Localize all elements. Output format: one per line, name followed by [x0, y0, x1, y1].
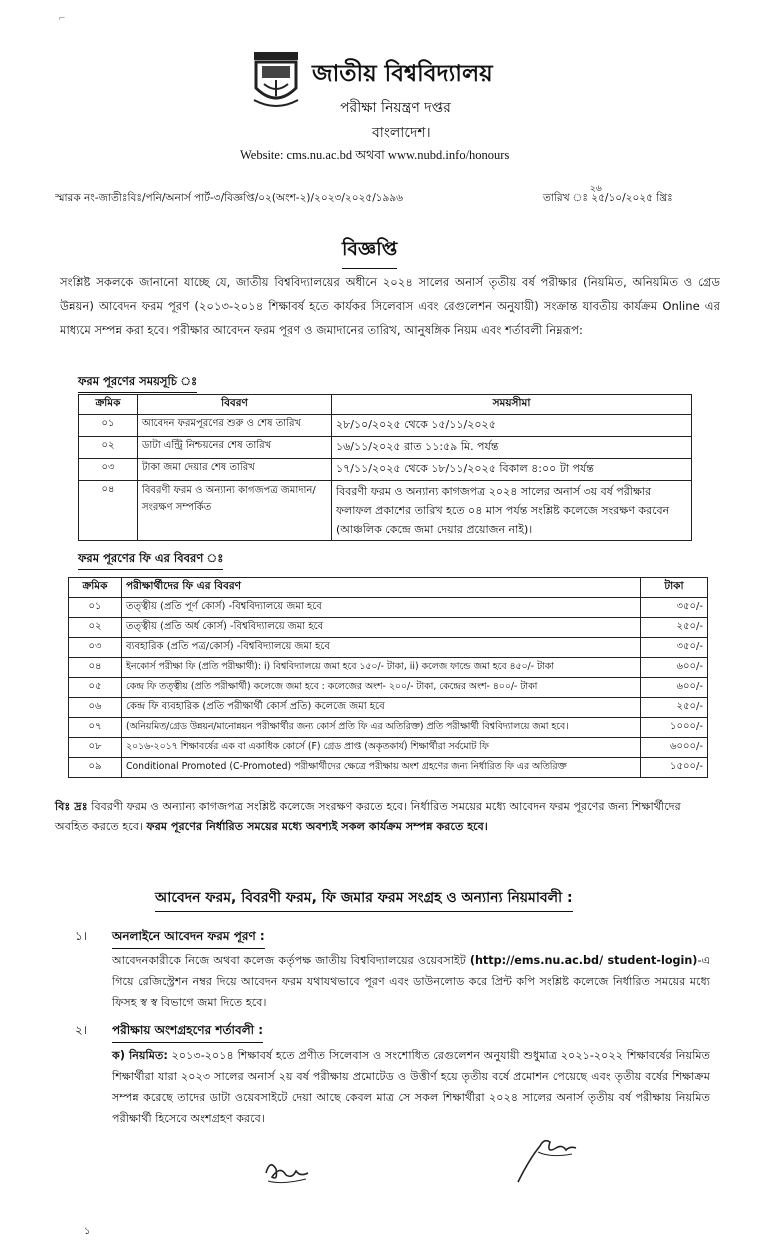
- row-description: ইনকোর্স পরীক্ষা ফি (প্রতি পরীক্ষার্থী): i) বিশ্ববিদ্যালয়ে জমা হবে ১৫০/- টাকা, ii) কলেজ ফান্ডে জমা হবে ৪৫০/- টাকা: [122, 658, 641, 678]
- table-row: [69, 738, 708, 758]
- scan-mark: ⌐: [58, 14, 66, 24]
- row-description: ডাটা এন্ট্রি নিশ্চয়নের শেষ তারিখ: [138, 437, 332, 459]
- row-amount: ৬০০/-: [641, 658, 708, 678]
- table-row: [69, 678, 708, 698]
- table-row: [69, 618, 708, 638]
- notice-title: বিজ্ঞপ্তি: [342, 235, 397, 269]
- row-amount: ৩৫০/-: [641, 638, 708, 658]
- row-serial: ০৩: [79, 459, 138, 481]
- row-description: বিবরণী ফরম ও অন্যান্য কাগজপত্র জমাদান/সংরক্ষণ সম্পর্কিত: [138, 481, 332, 541]
- item-body-text: -এ গিয়ে রেজিস্ট্রেশন নম্বর দিয়ে আবেদন ফরম যথাযথভাবে পূরণ এবং ডাউনলোড করে প্রিন্ট কপি সংশ্লিষ্ট কলেজে নির্ধারিত সময়ের মধ্যে ফিসহ স্ব স্ব বিভাগে জমা দিতে হবে।: [112, 954, 710, 1009]
- row-deadline: ১৬/১১/২০২৫ রাত ১১:৫৯ মি. পর্যন্ত: [332, 437, 692, 459]
- row-deadline: বিবরণী ফরম ও অন্যান্য কাগজপত্র ২০২৪ সালের অনার্স ৩য় বর্ষ পরীক্ষার ফলাফল প্রকাশের তারিখ হতে ০৪ মাস পর্যন্ত সংশ্লিষ্ট কলেজে সংরক্ষণ করবেন (আঞ্চলিক কেন্দ্রে জমা দেয়ার প্রয়োজন নাই)।: [332, 481, 692, 541]
- row-serial: ০৪: [69, 658, 122, 678]
- item-body-text: আবেদনকারীকে নিজে অথবা কলেজ কর্তৃপক্ষ জাতীয় বিশ্ববিদ্যালয়ের ওয়েবসাইট: [112, 954, 466, 967]
- row-deadline: ১৭/১১/২০২৫ থেকে ১৮/১১/২০২৫ বিকাল ৪:০০ টা পর্যন্ত: [332, 459, 692, 481]
- row-amount: ৬০০০/-: [641, 738, 708, 758]
- signature-left: [262, 1155, 312, 1187]
- item-number: ১।: [75, 929, 88, 943]
- row-serial: ০৩: [69, 638, 122, 658]
- nb-note: [55, 797, 710, 837]
- item-body-text: ২০১৩-২০১৪ শিক্ষাবর্ষ হতে প্রণীত সিলেবাস ও সংশোধিত রেগুলেশন অনুযায়ী শুধুমাত্র ২০২১-২০২২ শিক্ষাবর্ষের নিয়মিত শিক্ষার্থীরা যারা ২০২৩ সালের অনার্স ২য় বর্ষ পরীক্ষায় প্রমোটেড ও উত্তীর্ণ হয়ে তৃতীয় বর্ষে প্রমোশন পেয়েছে এবং তৃতীয় বর্ষের শিক্ষাক্রম সম্পন্ন করেছে তাদের ডাটা ওয়েবসাইটে দেয়া আছে কেবল মাত্র সে সকল শিক্ষার্থীরা ২০২৪ সালের অনার্স তৃতীয় বর্ষ পরীক্ষায় নিয়মিত পরীক্ষার্থী হিসেবে অংশগ্রহণ করবে।: [112, 1049, 711, 1125]
- table-row: [69, 598, 708, 618]
- table-row: [79, 481, 692, 541]
- university-logo-icon: [250, 50, 302, 112]
- nb-text: বিবরণী ফরম ও অন্যান্য কাগজপত্র সংশ্লিষ্ট কলেজে সংরক্ষণ করতে হবে। নির্ধারিত সময়ের মধ্যে আবেদন ফরম পূরণের জন্য শিক্ষার্থীদের অবহিত করতে হবে।: [55, 800, 681, 833]
- col-amount: টাকা: [641, 578, 708, 598]
- row-serial: ০২: [69, 618, 122, 638]
- col-serial: ক্রমিক: [69, 578, 122, 598]
- table-header-row: [79, 395, 692, 415]
- col-deadline: সময়সীমা: [332, 395, 692, 415]
- row-serial: ০৯: [69, 758, 122, 778]
- item-title: অনলাইনে আবেদন ফরম পূরণ :: [112, 928, 265, 949]
- row-description: (অনিয়মিত/গ্রেড উন্নয়ন/মানোন্নয়ন পরীক্ষার্থীর জন্য কোর্স প্রতি ফি এর অতিরিক্ত) প্রতি পরীক্ষার্থী বিশ্ববিদ্যালয়ে জমা হবে।: [122, 718, 641, 738]
- website-line: Website: cms.nu.ac.bd অথবা www.nubd.info/honours: [240, 148, 510, 162]
- row-serial: ০৬: [69, 698, 122, 718]
- row-description: ২০১৬-২০১৭ শিক্ষাবর্ষের এক বা একাধিক কোর্সে (F) গ্রেড প্রাপ্ত (অকৃতকার্য) শিক্ষার্থীরা সর্বমোট ফি: [122, 738, 641, 758]
- table-row: [69, 638, 708, 658]
- item-body: [112, 1045, 710, 1129]
- row-amount: ৩৫০/-: [641, 598, 708, 618]
- row-description: তত্ত্বীয় (প্রতি অর্ধ কোর্স) -বিশ্ববিদ্যালয়ে জমা হবে: [122, 618, 641, 638]
- row-serial: ০৭: [69, 718, 122, 738]
- item-title: পরীক্ষায় অংশগ্রহণের শর্তাবলী :: [112, 1022, 263, 1043]
- col-serial: ক্রমিক: [79, 395, 138, 415]
- page-number: ১: [84, 1226, 91, 1237]
- table-row: [79, 415, 692, 437]
- row-serial: ০১: [79, 415, 138, 437]
- row-description: কেন্দ্র ফি ব্যবহারিক (প্রতি পরীক্ষার্থী কোর্স প্রতি) কলেজে জমা হবে: [122, 698, 641, 718]
- row-description: Conditional Promoted (C-Promoted) পরীক্ষার্থীদের ক্ষেত্রে পরীক্ষায় অংশ গ্রহণের জন্য নির্ধারিত ফি এর অতিরিক্ত: [122, 758, 641, 778]
- row-deadline: ২৮/১০/২০২৫ থেকে ১৫/১১/২০২৫: [332, 415, 692, 437]
- student-login-link[interactable]: (http://ems.nu.ac.bd/ student-login): [469, 954, 698, 967]
- nb-bold-text: ফরম পূরণের নির্ধারিত সময়ের মধ্যে অবশ্যই সকল কার্যক্রম সম্পন্ন করতে হবে।: [146, 820, 488, 833]
- table-row: [69, 658, 708, 678]
- memo-date: তারিখ ঃ ২৫/১০/২০২৫ খ্রিঃ: [543, 192, 673, 204]
- row-serial: ০৮: [69, 738, 122, 758]
- fees-label: ফরম পূরণের ফি এর বিবরণ ঃ: [78, 550, 223, 570]
- rules-heading: আবেদন ফরম, বিবরণী ফরম, ফি জমার ফরম সংগ্রহ ও অন্যান্য নিয়মাবলী :: [155, 886, 573, 912]
- date-correction: ২৬: [590, 184, 602, 194]
- row-amount: ১০০০/-: [641, 718, 708, 738]
- row-amount: ৬০০/-: [641, 678, 708, 698]
- intro-paragraph: সংশ্লিষ্ট সকলকে জানানো যাচ্ছে যে, জাতীয় বিশ্ববিদ্যালয়ের অধীনে ২০২৪ সালের অনার্স তৃতীয় বর্ষ পরীক্ষার (নিয়মিত, অনিয়মিত ও গ্রেড উন্নয়ন) আবেদন ফরম পূরণ (২০১৩-২০১৪ শিক্ষাবর্ষ হতে কার্যকর সিলেবাস এবং রেগুলেশন অনুযায়ী) সংক্রান্ত যাবতীয় কার্যক্রম Online এর মাধ্যমে সম্পন্ন করা হবে। পরীক্ষার আবেদন ফরম পূরণ ও জমাদানের তারিখ, আনুষঙ্গিক নিয়ম এবং শর্তাবলী নিম্নরূপ:: [60, 275, 720, 337]
- table-row: [79, 437, 692, 459]
- item-body: [112, 950, 710, 1013]
- item-sub-label: ক) নিয়মিত:: [112, 1049, 168, 1062]
- row-amount: ২৫০/-: [641, 698, 708, 718]
- row-serial: ০৫: [69, 678, 122, 698]
- signature-right: [510, 1128, 590, 1188]
- item-number: ২।: [75, 1023, 88, 1037]
- row-description: তত্ত্বীয় (প্রতি পূর্ণ কোর্স) -বিশ্ববিদ্যালয়ে জমা হবে: [122, 598, 641, 618]
- row-amount: ১৫০০/-: [641, 758, 708, 778]
- row-amount: ২৫০/-: [641, 618, 708, 638]
- university-name: জাতীয় বিশ্ববিদ্যালয়: [312, 61, 493, 87]
- table-row: [79, 459, 692, 481]
- schedule-table: [78, 394, 692, 541]
- row-description: ব্যবহারিক (প্রতি পত্র/কোর্স) -বিশ্ববিদ্যালয়ে জমা হবে: [122, 638, 641, 658]
- row-description: কেন্দ্র ফি তত্ত্বীয় (প্রতি পরীক্ষার্থী) কলেজে জমা হবে : কলেজের অংশ- ২০০/- টাকা, কেন্দ্রের অংশ- ৪০০/- টাকা: [122, 678, 641, 698]
- row-description: আবেদন ফরমপূরণের শুরু ও শেষ তারিখ: [138, 415, 332, 437]
- nb-label: বিঃ দ্রঃ: [55, 800, 88, 813]
- schedule-label: ফরম পূরণের সময়সূচি ঃ: [78, 373, 197, 393]
- fees-table: [68, 577, 708, 778]
- office-name: পরীক্ষা নিয়ন্ত্রণ দপ্তর: [340, 100, 451, 116]
- row-serial: ০৪: [79, 481, 138, 541]
- row-serial: ০২: [79, 437, 138, 459]
- table-row: [69, 698, 708, 718]
- row-description: টাকা জমা দেয়ার শেষ তারিখ: [138, 459, 332, 481]
- row-serial: ০১: [69, 598, 122, 618]
- col-fee-description: পরীক্ষার্থীদের ফি এর বিবরণ: [122, 578, 641, 598]
- country-name: বাংলাদেশ।: [372, 125, 431, 141]
- table-row: [69, 718, 708, 738]
- col-description: বিবরণ: [138, 395, 332, 415]
- memo-number: স্মারক নং-জাতীঃবিঃ/পনি/অনার্স পার্ট-৩/বিজ্ঞপ্তি/০২(অংশ-২)/২০২৩/২০২৫/১৯৯৬: [55, 192, 403, 204]
- table-header-row: [69, 578, 708, 598]
- table-row: [69, 758, 708, 778]
